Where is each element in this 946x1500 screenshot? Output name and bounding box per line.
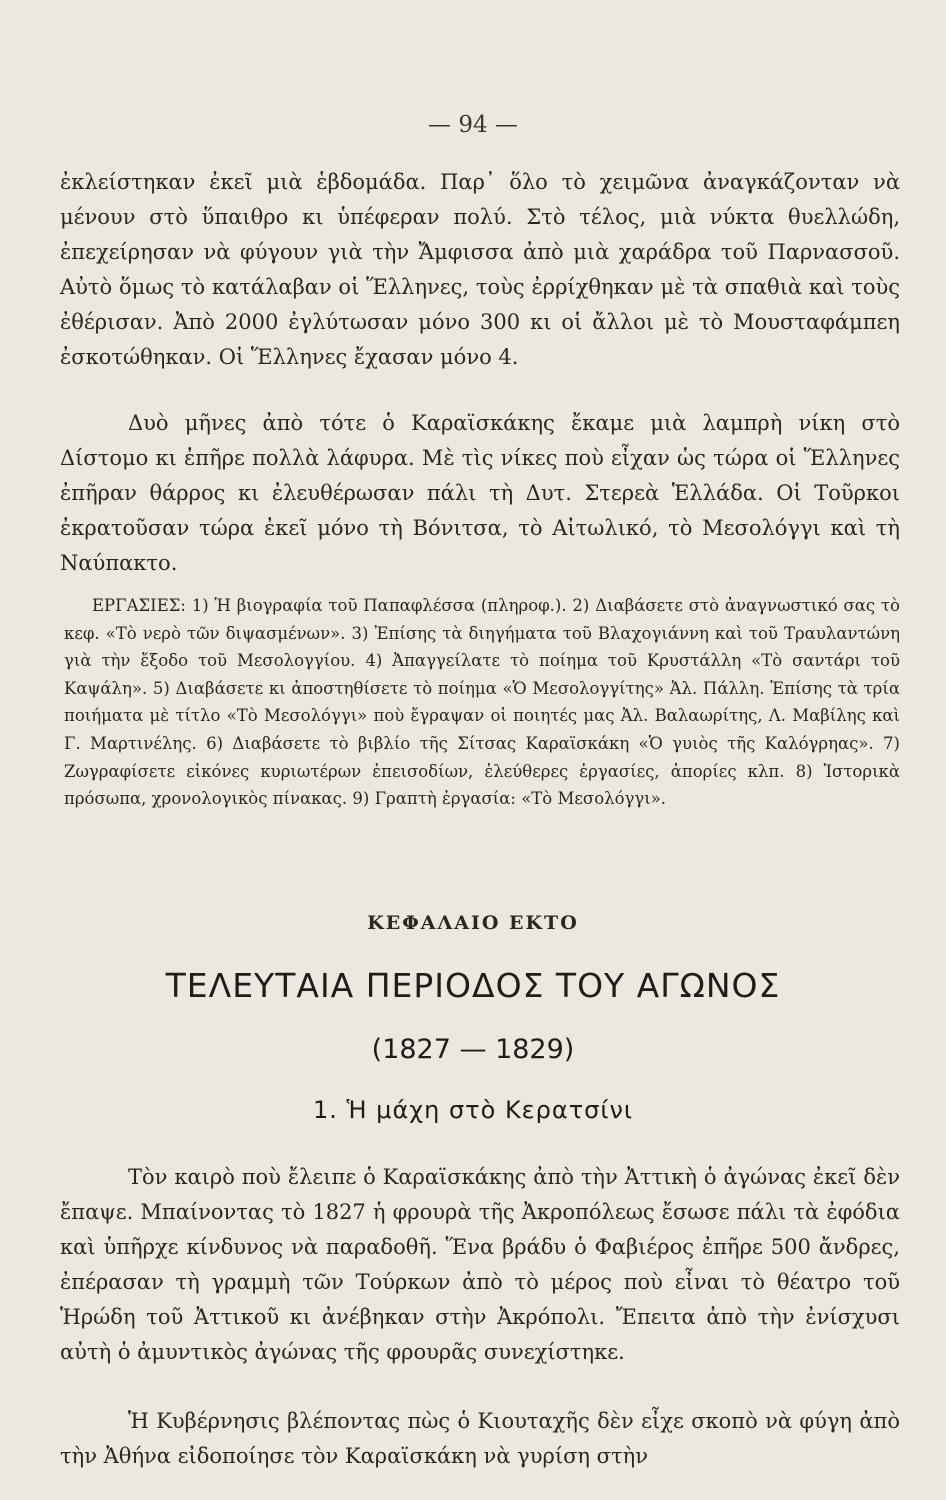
paragraph: ἐκλείστηκαν ἐκεῖ μιὰ ἑβδομάδα. Παρ᾽ ὅλο τὸ χειμῶνα ἀναγκάζονταν νὰ μένουν στὸ ὕπαιθρο κι ὑπέφεραν πολύ. Στὸ τέλος, μιὰ νύκτα θυελλώδη, ἐπεχείρησαν νὰ φύγουν γιὰ τὴν Ἄμφισσα ἀπὸ μιὰ χαράδρα τοῦ Παρνασσοῦ. Αὐτὸ ὅμως τὸ κατάλαβαν οἱ Ἕλληνες, τοὺς ἐρρίχθηκαν μὲ τὰ σπαθιὰ καὶ τοὺς ἐθέρισαν. Ἀπὸ 2000 ἐγλύτωσαν μόνο 300 κι οἱ ἄλλοι μὲ τὸ Μουσταφάμπεη ἐσκοτώθηκαν. Οἱ Ἕλληνες ἔχασαν μόνο 4. bbox=[60, 170, 900, 369]
section-heading: 1. Ἡ μάχη στὸ Κερατσίνι bbox=[312, 1096, 634, 1124]
page-number: — 94 — bbox=[428, 112, 518, 138]
chapter-years: (1827 — 1829) bbox=[371, 1034, 575, 1065]
paragraph: Τὸν καιρὸ ποὺ ἔλειπε ὁ Καραϊσκάκης ἀπὸ τὴν Ἀττικὴ ὁ ἀγώνας ἐκεῖ δὲν ἔπαψε. Μπαίνοντας τὸ 1827 ἡ φρουρὰ τῆς Ἀκροπόλεως ἔσωσε πάλι τὰ ἐφόδια καὶ ὑπῆρχε κίνδυνος νὰ παραδοθῆ. Ἕνα βράδυ ὁ Φαβιέρος ἐπῆρε 500 ἄνδρες, ἐπέρασαν τὴ γραμμὴ τῶν Τούρκων ἀπὸ τὸ μέρος ποὺ εἶναι τὸ θέατρο τοῦ Ἡρώδη τοῦ Ἀττικοῦ κι ἀνέβηκαν στὴν Ἀκρόπολι. Ἔπειτα ἀπὸ τὴν ἐνίσχυσι αὐτὴ ὁ ἀμυντικὸς ἀγώνας τῆς φρουρᾶς συνεχίστηκε. bbox=[60, 1165, 900, 1364]
paragraph: Ἡ Κυβέρνησις βλέποντας πὼς ὁ Κιουταχῆς δὲν εἶχε σκοπὸ νὰ φύγη ἀπὸ τὴν Ἀθήνα εἰδοποίησε τὸν Καραϊσκάκη νὰ γυρίση στὴν bbox=[60, 1409, 900, 1468]
chapter-title: ΤΕΛΕΥΤΑΙΑ ΠΕΡΙΟΔΟΣ ΤΟΥ ΑΓΩΝΟΣ bbox=[165, 966, 781, 1005]
exercises-block: ΕΡΓΑΣΙΕΣ: 1) Ἡ βιογραφία τοῦ Παπαφλέσσα (πληροφ.). 2) Διαβάσετε στὸ ἀναγνωστικό σας τὸ κεφ. «Τὸ νερὸ τῶν διψασμένων». 3) Ἐπίσης τὰ διηγήματα τοῦ Βλαχογιάννη καὶ τοῦ Τραυλαντώνη γιὰ τὴν ἔξοδο τοῦ Μεσολογγίου. 4) Ἀπαγγείλατε τὸ ποίημα τοῦ Κρυστάλλη «Τὸ σαντάρι τοῦ Καψάλη». 5) Διαβάσετε κι ἀποστηθίσετε τὸ ποίημα «Ὁ Μεσολογγίτης» Ἀλ. Πάλλη. Ἐπίσης τὰ τρία ποιήματα μὲ τίτλο «Τὸ Μεσολόγγι» ποὺ ἔγραψαν οἱ ποιητές μας Ἀλ. Βαλαωρίτης, Λ. Μαβίλης καὶ Γ. Μαρτινέλης. 6) Διαβάσετε τὸ βιβλίο τῆς Σίτσας Καραϊσκάκη «Ὁ γυιὸς τῆς Καλόγρηας». 7) Ζωγραφίσετε εἰκόνες κυριωτέρων ἐπεισοδίων, ἐλεύθερες ἐργασίες, ἀπορίες κλπ. 8) Ἱστορικὰ πρόσωπα, χρονολογικὸς πίνακας. 9) Γραπτὴ ἐργασία: «Τὸ Μεσολόγγι». bbox=[64, 596, 900, 809]
paragraph: Δυὸ μῆνες ἀπὸ τότε ὁ Καραϊσκάκης ἔκαμε μιὰ λαμπρὴ νίκη στὸ Δίστομο κι ἐπῆρε πολλὰ λάφυρα. Μὲ τὶς νίκες ποὺ εἶχαν ὡς τώρα οἱ Ἕλληνες ἐπῆραν θάρρος κι ἐλευθέρωσαν πάλι τὴ Δυτ. Στερεὰ Ἑλλάδα. Οἱ Τοῦρκοι ἐκρατοῦσαν τώρα ἐκεῖ μόνο τὴ Βόνιτσα, τὸ Αἰτωλικό, τὸ Μεσολόγγι καὶ τὴ Ναύπακτο. bbox=[60, 411, 900, 575]
chapter-label: ΚΕΦΑΛΑΙΟ ΕΚΤΟ bbox=[367, 912, 579, 934]
